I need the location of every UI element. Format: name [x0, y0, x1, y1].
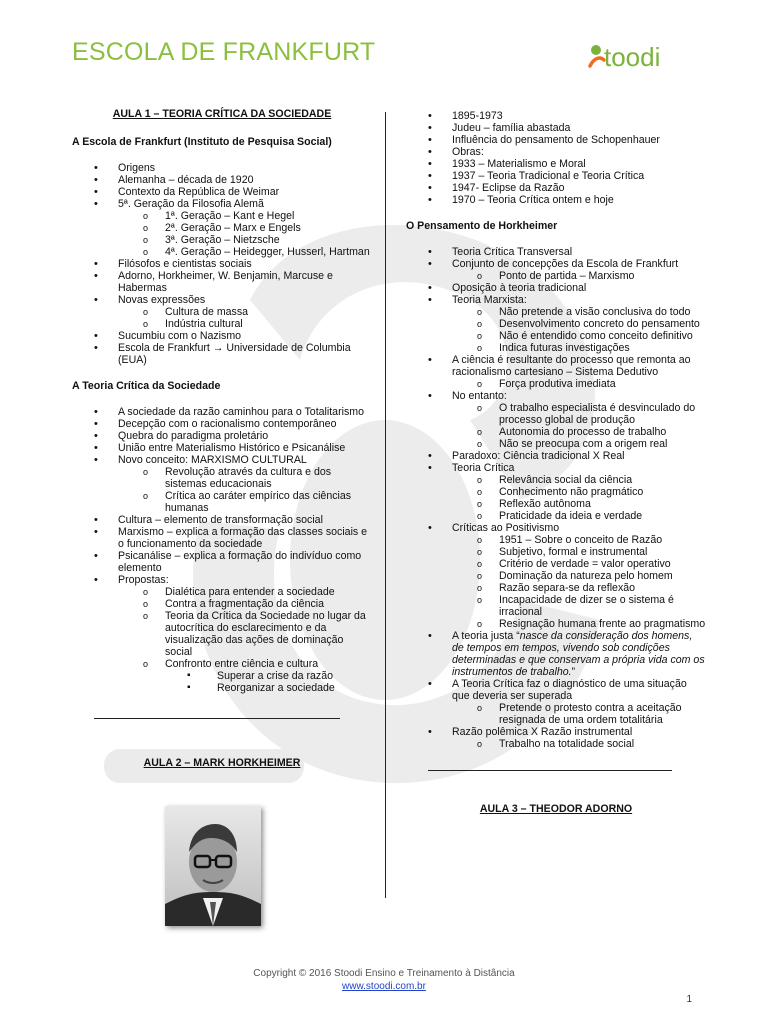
right-column: [406, 110, 706, 815]
list-item: • Marxismo – explica a formação das classes sociais e o funcionamento da sociedade: [72, 526, 372, 550]
list-item: • Filósofos e cientistas sociais: [72, 258, 372, 270]
aula1-title: AULA 1 – TEORIA CRÍTICA DA SOCIEDADE: [112, 108, 332, 120]
section-title-pensamento: O Pensamento de Horkheimer: [406, 220, 558, 232]
pensamento-list: [406, 246, 706, 750]
list-item: • Escola de Frankfurt → Universidade de Columbia (EUA): [72, 342, 372, 366]
sub-item: o Incapacidade de dizer se o sistema é irracional: [477, 594, 706, 618]
teoria-list: [72, 406, 372, 694]
list-item: • No entanto: o O trabalho especialista é desvinculado do processo global de produção o Autonomia do processo de trabalho o Não se preocupa com a origem real: [406, 390, 706, 450]
sub-item: o Não se preocupa com a origem real: [477, 438, 706, 450]
sub-item: o Dominação da natureza pelo homem: [477, 570, 706, 582]
list-item: • Alemanha – década de 1920: [72, 174, 372, 186]
list-item: • Razão polêmica X Razão instrumental o Trabalho na totalidade social: [406, 726, 706, 750]
svg-text:toodi: toodi: [604, 42, 661, 72]
list-item: • 1895-1973: [406, 110, 706, 122]
list-item: • Psicanálise – explica a formação do indivíduo como elemento: [72, 550, 372, 574]
sub-item: o Trabalho na totalidade social: [477, 738, 706, 750]
sub-item: o Critério de verdade = valor operativo: [477, 558, 706, 570]
list-item: • Contexto da República de Weimar: [72, 186, 372, 198]
sub-item: o Pretende o protesto contra a aceitação resignada de uma ordem totalitária: [477, 702, 706, 726]
sub-item: o Teoria da Crítica da Sociedade no lugar da autocrítica do esclarecimento e da visualização das ações de dominação social: [143, 610, 372, 658]
list-item: • Cultura – elemento de transformação social: [72, 514, 372, 526]
list-item: • Oposição à teoria tradicional: [406, 282, 706, 294]
aula3-title: AULA 3 – THEODOR ADORNO: [479, 803, 633, 815]
list-item: • Adorno, Horkheimer, W. Benjamin, Marcuse e Habermas: [72, 270, 372, 294]
sub-item: o Revolução através da cultura e dos sistemas educacionais: [143, 466, 372, 490]
list-item: • Conjunto de concepções da Escola de Frankfurt o Ponto de partida – Marxismo: [406, 258, 706, 282]
sub-item: o Razão separa-se da reflexão: [477, 582, 706, 594]
list-item: • A ciência é resultante do processo que remonta ao racionalismo cartesiano – Sistema Dedutivo o Força produtiva imediata: [406, 354, 706, 390]
escola-list: [72, 162, 372, 366]
list-item: • 1937 – Teoria Tradicional e Teoria Crítica: [406, 170, 706, 182]
sub-item: o Reflexão autônoma: [477, 498, 706, 510]
quote-text: nasce da consideração dos homens, de tempos em tempos, vivendo sob condições determinadas e que conservam a própria vida com os instrumentos de trabalho.: [452, 630, 705, 678]
list-item: • Novo conceito: MARXISMO CULTURAL o Revolução através da cultura e dos sistemas educacionais o Crítica ao caráter empírico das ciências humanas: [72, 454, 372, 514]
sub-item: o Autonomia do processo de trabalho: [477, 426, 706, 438]
sub-item: o Dialética para entender a sociedade: [143, 586, 372, 598]
sub-item: o 1951 – Sobre o conceito de Razão: [477, 534, 706, 546]
section-title-escola: A Escola de Frankfurt (Instituto de Pesquisa Social): [72, 136, 332, 148]
list-item: • 1970 – Teoria Crítica ontem e hoje: [406, 194, 706, 206]
sub-item: o Resignação humana frente ao pragmatismo: [477, 618, 706, 630]
section-title-teoria: A Teoria Crítica da Sociedade: [72, 380, 221, 392]
sub-item: o 3ª. Geração – Nietzsche: [143, 234, 372, 246]
footer-link[interactable]: www.stoodi.com.br: [342, 981, 426, 992]
list-item: • 1947- Eclipse da Razão: [406, 182, 706, 194]
sub-sub-item: ▪ Superar a crise da razão: [165, 670, 372, 682]
footer-copyright: Copyright © 2016 Stoodi Ensino e Treinamento à Distância: [253, 968, 515, 979]
section-separator: [94, 718, 340, 719]
column-divider: [385, 112, 386, 898]
quote-item: • A teoria justa “nasce da consideração dos homens, de tempos em tempos, vivendo sob condições determinadas e que conservam a própria vida com os instrumentos de trabalho.”: [406, 630, 706, 678]
list-item: • Origens: [72, 162, 372, 174]
sub-item: o Conhecimento não pragmático: [477, 486, 706, 498]
list-item: • Decepção com o racionalismo contemporâneo: [72, 418, 372, 430]
left-column: [72, 108, 372, 769]
sub-item: o O trabalho especialista é desvinculado do processo global de produção: [477, 402, 706, 426]
document-title: ESCOLA DE FRANKFURT: [72, 38, 376, 66]
list-item: • Quebra do paradigma proletário: [72, 430, 372, 442]
sub-item: o 1ª. Geração – Kant e Hegel: [143, 210, 372, 222]
list-item: • Teoria Marxista: o Não pretende a visão conclusiva do todo o Desenvolvimento concreto do pensamento o Não é entendido como conceito definitivo o Indica futuras investigações: [406, 294, 706, 354]
sub-item: o Relevância social da ciência: [477, 474, 706, 486]
sub-item: o Força produtiva imediata: [477, 378, 706, 390]
sub-item: o 4ª. Geração – Heidegger, Husserl, Hartman: [143, 246, 372, 258]
list-item: • Influência do pensamento de Schopenhauer: [406, 134, 706, 146]
list-item: • Teoria Crítica o Relevância social da ciência o Conhecimento não pragmático o Reflexão autônoma o Praticidade da ideia e verdade: [406, 462, 706, 522]
list-item: • 5ª. Geração da Filosofia Alemã o 1ª. Geração – Kant e Hegel o 2ª. Geração – Marx e Engels o 3ª. Geração – Nietzsche o 4ª. Geração – Heidegger, Husserl, Hartman: [72, 198, 372, 258]
list-item: • Sucumbiu com o Nazismo: [72, 330, 372, 342]
list-item: • Obras:: [406, 146, 706, 158]
stoodi-logo: [586, 36, 698, 76]
sub-sub-item: ▪ Reorganizar a sociedade: [165, 682, 372, 694]
sub-item: o Crítica ao caráter empírico das ciências humanas: [143, 490, 372, 514]
sub-item: o Não é entendido como conceito definitivo: [477, 330, 706, 342]
page-number: 1: [686, 994, 692, 1005]
sub-item: o Indica futuras investigações: [477, 342, 706, 354]
sub-item: o Praticidade da ideia e verdade: [477, 510, 706, 522]
sub-item: o Não pretende a visão conclusiva do todo: [477, 306, 706, 318]
list-item: • A sociedade da razão caminhou para o Totalitarismo: [72, 406, 372, 418]
bio-list: [406, 110, 706, 206]
list-item: • 1933 – Materialismo e Moral: [406, 158, 706, 170]
list-item: • União entre Materialismo Histórico e Psicanálise: [72, 442, 372, 454]
list-item: • Judeu – família abastada: [406, 122, 706, 134]
sub-item: o 2ª. Geração – Marx e Engels: [143, 222, 372, 234]
list-item: • Críticas ao Positivismo o 1951 – Sobre o conceito de Razão o Subjetivo, formal e instrumental o Critério de verdade = valor operativo o Dominação da natureza pelo homem o Razão separa-se da reflexão o Incapacidade de dizer se o sistema é irracional o Resignação humana frente ao pragmatismo: [406, 522, 706, 630]
sub-item: o Desenvolvimento concreto do pensamento: [477, 318, 706, 330]
sub-item: o Confronto entre ciência e cultura ▪ Superar a crise da razão ▪ Reorganizar a sociedade: [143, 658, 372, 694]
sub-item: o Contra a fragmentação da ciência: [143, 598, 372, 610]
list-item: • Propostas: o Dialética para entender a sociedade o Contra a fragmentação da ciência o Teoria da Crítica da Sociedade no lugar da autocrítica do esclarecimento e da visualização das ações de dominação social o Confronto entre ciência e cultura ▪ Superar a crise da razão ▪ Reorganizar a sociedade: [72, 574, 372, 694]
portrait-image: [165, 806, 261, 926]
horkheimer-photo: [165, 806, 261, 926]
sub-item: o Cultura de massa: [143, 306, 372, 318]
list-item: • Paradoxo: Ciência tradicional X Real: [406, 450, 706, 462]
sub-item: o Subjetivo, formal e instrumental: [477, 546, 706, 558]
aula2-title: AULA 2 – MARK HORKHEIMER: [143, 757, 301, 769]
list-item: • Teoria Crítica Transversal: [406, 246, 706, 258]
list-item: • Novas expressões o Cultura de massa o Indústria cultural: [72, 294, 372, 330]
list-item: • A Teoria Crítica faz o diagnóstico de uma situação que deveria ser superada o Pretende o protesto contra a aceitação resignada de uma ordem totalitária: [406, 678, 706, 726]
sub-item: o Indústria cultural: [143, 318, 372, 330]
section-separator: [428, 770, 672, 771]
sub-item: o Ponto de partida – Marxismo: [477, 270, 706, 282]
